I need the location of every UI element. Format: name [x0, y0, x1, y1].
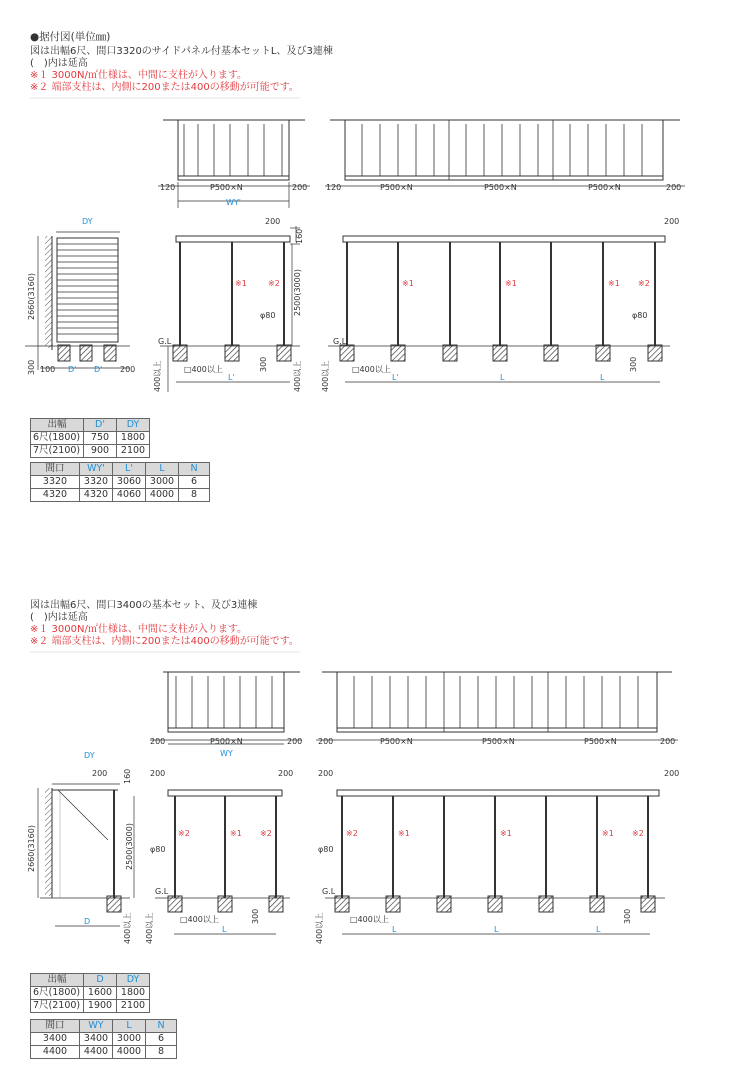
table-cell: D [84, 974, 117, 987]
s1-fb-m2: ※2 [638, 279, 650, 288]
page-heading: ●据付図(単位㎜) [30, 31, 111, 43]
table-cell: 3000 [113, 1033, 146, 1046]
table-cell: 2100 [117, 1000, 150, 1013]
table-cell: 6 [179, 476, 210, 489]
s2-side-t2: 160 [123, 768, 132, 784]
s1-fs-m2: ※2 [268, 279, 280, 288]
s1-fb-m1b: ※1 [505, 279, 517, 288]
s2-side-dy: DY [84, 751, 95, 760]
s2-paren: ( )内は延高 [30, 612, 88, 623]
s2-tb-mid2: P500×N [482, 737, 515, 746]
table-cell: WY [80, 1020, 113, 1033]
s2-ts-mid: P500×N [210, 737, 243, 746]
s1-front-small [160, 226, 300, 392]
s1-ts-right: 200 [292, 183, 308, 192]
table-cell: 3400 [80, 1033, 113, 1046]
s1-top-big-plan [325, 120, 685, 186]
s2-fb-m1c: ※1 [602, 829, 614, 838]
table-cell: 900 [84, 445, 117, 458]
table-cell: 4000 [146, 489, 179, 502]
s1-fs-d400b: 400以上 [293, 360, 302, 392]
s1-fb-phi: φ80 [632, 311, 648, 320]
s1-fb-sq: □400以上 [352, 365, 391, 374]
table-cell: 4400 [80, 1046, 113, 1059]
table-cell: 4060 [113, 489, 146, 502]
s1-tb-left: 120 [326, 183, 342, 192]
s1-fs-phi: φ80 [260, 311, 276, 320]
s2-top-small-plan [150, 672, 302, 744]
s2-fs-sq: □400以上 [180, 915, 219, 924]
table-cell: L [146, 463, 179, 476]
s2-fb-l1: L [392, 925, 397, 934]
s1-tb-mid2: P500×N [484, 183, 517, 192]
s1-side-b3: D' [94, 365, 103, 374]
s1-fb-m1a: ※1 [402, 279, 414, 288]
s2-fs-t2: 200 [278, 769, 294, 778]
table-cell: 3000 [146, 476, 179, 489]
s1-side-b1: 100 [40, 365, 56, 374]
s2-note2: ※２ 端部支柱は、内側に200または400の移動が可能です。 [30, 636, 299, 647]
s1-fs-d400: 400以上 [153, 360, 162, 392]
s1-side-h2: 300 [27, 359, 36, 375]
s2-side-d: D [84, 917, 91, 926]
s1-side-b2: D' [68, 365, 77, 374]
s2-note1: ※１ 3000N/㎡仕様は、中間に支柱が入ります。 [30, 624, 248, 635]
table-cell: DY [117, 974, 150, 987]
s1-desc: 図は出幅6尺、間口3320のサイドパネル付基本セットL、及び3連棟 [30, 46, 333, 57]
table-cell: 出幅 [31, 974, 84, 987]
table-cell: 3060 [113, 476, 146, 489]
s2-tb-left: 200 [318, 737, 334, 746]
s2-ts-left: 200 [150, 737, 166, 746]
s2-fs-gl: G.L [155, 887, 169, 896]
table-cell: 1900 [84, 1000, 117, 1013]
s2-front-small [134, 790, 290, 934]
table-cell: 8 [146, 1046, 177, 1059]
s1-note1: ※１ 3000N/㎡仕様は、中間に支柱が入ります。 [30, 70, 248, 81]
th: 出幅 [31, 419, 84, 432]
s1-fb-top: 200 [664, 217, 680, 226]
s2-side-t1: 200 [92, 769, 108, 778]
s1-top-small-plan [158, 120, 310, 208]
table-cell: 7尺(2100) [31, 445, 84, 458]
s2-fb-gl: G.L [322, 887, 336, 896]
table-cell: 4400 [31, 1046, 80, 1059]
s1-fb-d300: 300 [629, 356, 638, 372]
s1-fb-gl: G.L [333, 337, 347, 346]
s1-tb-mid1: P500×N [380, 183, 413, 192]
s2-fs-m1: ※1 [230, 829, 242, 838]
table-cell: 2100 [117, 445, 150, 458]
s2-ts-wy: WY [220, 749, 233, 758]
table-cell: L [113, 1020, 146, 1033]
s2-side-h1: 2660(3160) [27, 825, 36, 872]
table-cell: 1600 [84, 987, 117, 1000]
s2-fb-m1b: ※1 [500, 829, 512, 838]
table-cell: 6尺(1800) [31, 432, 84, 445]
s2-fs-h: 2500(3000) [125, 823, 134, 870]
s1-fs-gl: G.L [158, 337, 172, 346]
s2-ts-right: 200 [287, 737, 303, 746]
s2-fs-m2b: ※2 [260, 829, 272, 838]
s2-fs-m2a: ※2 [178, 829, 190, 838]
s1-ts-mid: P500×N [210, 183, 243, 192]
s2-fb-phi: φ80 [318, 845, 334, 854]
table-cell: 6尺(1800) [31, 987, 84, 1000]
s2-desc: 図は出幅6尺、間口3400の基本セット、及び3連棟 [30, 600, 258, 611]
table-cell: 7尺(2100) [31, 1000, 84, 1013]
s2-fs-phi: φ80 [150, 845, 166, 854]
table-cell: WY' [80, 463, 113, 476]
s2-fb-m1a: ※1 [398, 829, 410, 838]
table-cell: 1800 [117, 987, 150, 1000]
table-cell: 4000 [113, 1046, 146, 1059]
s1-fb-l2: L [500, 373, 505, 382]
s1-fb-d400: 400以上 [321, 360, 330, 392]
table-cell: 4320 [31, 489, 80, 502]
s1-side-dy: DY [82, 217, 93, 226]
s2-fb-m2a: ※2 [346, 829, 358, 838]
s1-table-depth [30, 418, 150, 458]
s1-fs-top: 200 [265, 217, 281, 226]
s2-fb-l2: L [494, 925, 499, 934]
s2-fb-d300: 300 [623, 908, 632, 924]
s1-tb-mid3: P500×N [588, 183, 621, 192]
table-cell: 4320 [80, 489, 113, 502]
s1-paren: ( )内は延高 [30, 58, 88, 69]
th: DY [117, 419, 150, 432]
table-cell: 間口 [31, 463, 80, 476]
s2-fs-d300: 300 [251, 908, 260, 924]
th: D' [84, 419, 117, 432]
s1-fb-l1: L' [392, 373, 399, 382]
table-cell: 8 [179, 489, 210, 502]
s1-table-width [30, 462, 210, 502]
s2-fb-d400: 400以上 [315, 912, 324, 944]
s1-fs-m1: ※1 [235, 279, 247, 288]
s2-fb-sq: □400以上 [350, 915, 389, 924]
s1-fs-l: L' [228, 373, 235, 382]
s2-fb-l3: L [596, 925, 601, 934]
s1-ts-left: 120 [160, 183, 176, 192]
s1-side-h1: 2660(3160) [27, 273, 36, 320]
s2-tb-mid1: P500×N [380, 737, 413, 746]
s2-fs-t1: 200 [150, 769, 166, 778]
s2-fb-m2b: ※2 [632, 829, 644, 838]
s1-fs-h: 2500(3000) [293, 269, 302, 316]
s2-tb-right: 200 [660, 737, 676, 746]
s2-side-d400: 400以上 [123, 912, 132, 944]
s1-note2: ※２ 端部支柱は、内側に200または400の移動が可能です。 [30, 82, 299, 93]
table-cell: 1800 [117, 432, 150, 445]
table-cell: N [179, 463, 210, 476]
s1-fb-m1c: ※1 [608, 279, 620, 288]
s2-tb-mid3: P500×N [584, 737, 617, 746]
s1-tb-right: 200 [666, 183, 682, 192]
table-cell: 750 [84, 432, 117, 445]
s1-fs-top2: 160 [295, 228, 304, 244]
s1-fs-sq: □400以上 [184, 365, 223, 374]
table-cell: N [146, 1020, 177, 1033]
s2-table-depth [30, 973, 150, 1013]
s2-fs-d400: 400以上 [145, 912, 154, 944]
table-cell: 間口 [31, 1020, 80, 1033]
s2-table-width [30, 1019, 177, 1059]
s1-side-b4: 200 [120, 365, 136, 374]
table-cell: 3400 [31, 1033, 80, 1046]
table-cell: 6 [146, 1033, 177, 1046]
s2-fb-t2: 200 [664, 769, 680, 778]
table-cell: L' [113, 463, 146, 476]
s2-fs-l: L [222, 925, 227, 934]
s1-ts-wy: WY' [226, 198, 241, 207]
s2-fb-t1: 200 [318, 769, 334, 778]
s1-fb-l3: L [600, 373, 605, 382]
table-cell: 3320 [31, 476, 80, 489]
s1-fs-d300: 300 [259, 356, 268, 372]
s2-top-big-plan [316, 672, 678, 740]
table-cell: 3320 [80, 476, 113, 489]
